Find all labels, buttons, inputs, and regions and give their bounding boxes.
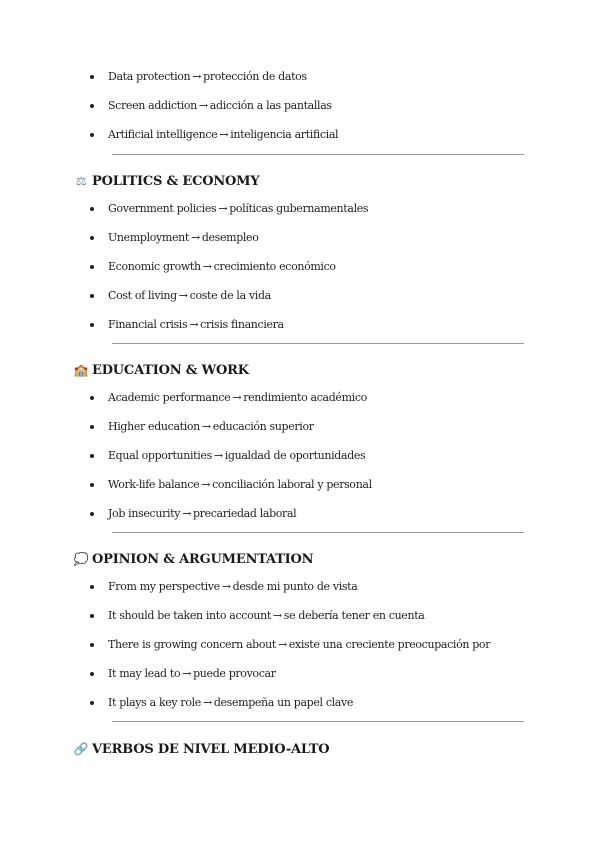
term-en: Screen addiction (108, 99, 197, 112)
technology-vocab-list (0, 68, 338, 155)
list-item (0, 200, 368, 229)
term-es: precariedad laboral (192, 507, 297, 520)
term-en: It should be taken into account (108, 609, 271, 622)
term-es: crisis financiera (200, 318, 284, 331)
list-item (0, 68, 338, 97)
list-item (0, 418, 372, 447)
arrow-icon: → (277, 638, 287, 651)
section-divider (112, 154, 524, 155)
term-en: Data protection (108, 70, 191, 83)
arrow-icon: → (190, 231, 200, 244)
arrow-icon: → (201, 420, 211, 433)
bullet-icon (90, 133, 94, 137)
term-es: igualdad de oportunidades (224, 449, 366, 462)
term-es: puede provocar (193, 667, 276, 680)
bullet-icon (90, 294, 94, 298)
term-es: desempleo (201, 231, 259, 244)
section-divider (112, 721, 524, 722)
term-en: It may lead to (108, 667, 181, 680)
opinion-vocab-list (0, 578, 490, 723)
list-item (0, 126, 338, 155)
education-vocab-list (0, 389, 372, 534)
section-heading-education (73, 360, 249, 380)
bullet-icon (90, 701, 94, 705)
arrow-icon: → (218, 202, 228, 215)
list-item (0, 229, 368, 258)
list-item (0, 607, 490, 636)
term-es: educación superior (212, 420, 314, 433)
list-item (0, 665, 490, 694)
list-item (0, 578, 490, 607)
list-item (0, 447, 372, 476)
list-item (0, 505, 372, 534)
bullet-icon (90, 236, 94, 240)
arrow-icon: → (198, 99, 208, 112)
bullet-icon (90, 207, 94, 211)
arrow-icon: → (189, 318, 199, 331)
section-divider (112, 532, 524, 533)
section-divider (112, 343, 524, 344)
term-en: Work-life balance (108, 478, 200, 491)
section-heading-opinion (73, 549, 313, 569)
bullet-icon (90, 454, 94, 458)
arrow-icon: → (178, 289, 188, 302)
arrow-icon: → (202, 696, 212, 709)
term-en: Economic growth (108, 260, 201, 273)
link-icon: 🔗 (73, 742, 89, 756)
term-es: desempeña un papel clave (213, 696, 354, 709)
section-title: EDUCATION & WORK (92, 363, 249, 378)
bullet-icon (90, 585, 94, 589)
bullet-icon (90, 323, 94, 327)
thought-bubble-icon: 💭 (73, 552, 89, 566)
term-en: Equal opportunities (108, 449, 212, 462)
arrow-icon: → (192, 70, 202, 83)
bullet-icon (90, 614, 94, 618)
arrow-icon: → (272, 609, 282, 622)
section-title: POLITICS & ECONOMY (92, 174, 260, 189)
list-item (0, 389, 372, 418)
term-es: inteligencia artificial (230, 128, 339, 141)
term-es: políticas gubernamentales (229, 202, 369, 215)
bullet-icon (90, 75, 94, 79)
term-en: Higher education (108, 420, 200, 433)
arrow-icon: → (221, 580, 231, 593)
list-item (0, 636, 490, 665)
bullet-icon (90, 396, 94, 400)
term-es: conciliación laboral y personal (212, 478, 372, 491)
arrow-icon: → (201, 478, 211, 491)
term-en: Government policies (108, 202, 217, 215)
arrow-icon: → (232, 391, 242, 404)
term-es: se debería tener en cuenta (283, 609, 425, 622)
arrow-icon: → (219, 128, 229, 141)
term-en: Financial crisis (108, 318, 188, 331)
term-es: rendimiento académico (243, 391, 367, 404)
term-en: Cost of living (108, 289, 177, 302)
arrow-icon: → (202, 260, 212, 273)
politics-vocab-list (0, 200, 368, 345)
bullet-icon (90, 483, 94, 487)
list-item (0, 287, 368, 316)
term-es: coste de la vida (189, 289, 271, 302)
bullet-icon (90, 643, 94, 647)
term-en: Academic performance (108, 391, 231, 404)
arrow-icon: → (182, 667, 192, 680)
arrow-icon: → (213, 449, 223, 462)
scales-icon: ⚖ (75, 174, 87, 188)
arrow-icon: → (182, 507, 191, 520)
term-en: It plays a key role (108, 696, 201, 709)
term-en: Artificial intelligence (108, 128, 218, 141)
section-title: VERBOS DE NIVEL MEDIO-ALTO (92, 742, 330, 757)
list-item (0, 476, 372, 505)
term-es: protección de datos (203, 70, 307, 83)
bullet-icon (90, 512, 94, 516)
list-item (0, 694, 490, 723)
section-heading-politics (73, 171, 259, 191)
term-es: desde mi punto de vista (232, 580, 358, 593)
bullet-icon (90, 265, 94, 269)
term-en: Unemployment (108, 231, 189, 244)
list-item (0, 97, 338, 126)
school-icon: 🏫 (73, 363, 89, 377)
bullet-icon (90, 104, 94, 108)
term-en: Job insecurity (108, 507, 181, 520)
section-heading-verbos (73, 739, 329, 759)
term-en: There is growing concern about (108, 638, 276, 651)
bullet-icon (90, 672, 94, 676)
term-es: crecimiento económico (213, 260, 336, 273)
section-title: OPINION & ARGUMENTATION (92, 552, 314, 567)
list-item (0, 258, 368, 287)
term-es: existe una creciente preocupación por (288, 638, 491, 651)
term-en: From my perspective (108, 580, 220, 593)
term-es: adicción a las pantallas (209, 99, 332, 112)
list-item (0, 316, 368, 345)
bullet-icon (90, 425, 94, 429)
